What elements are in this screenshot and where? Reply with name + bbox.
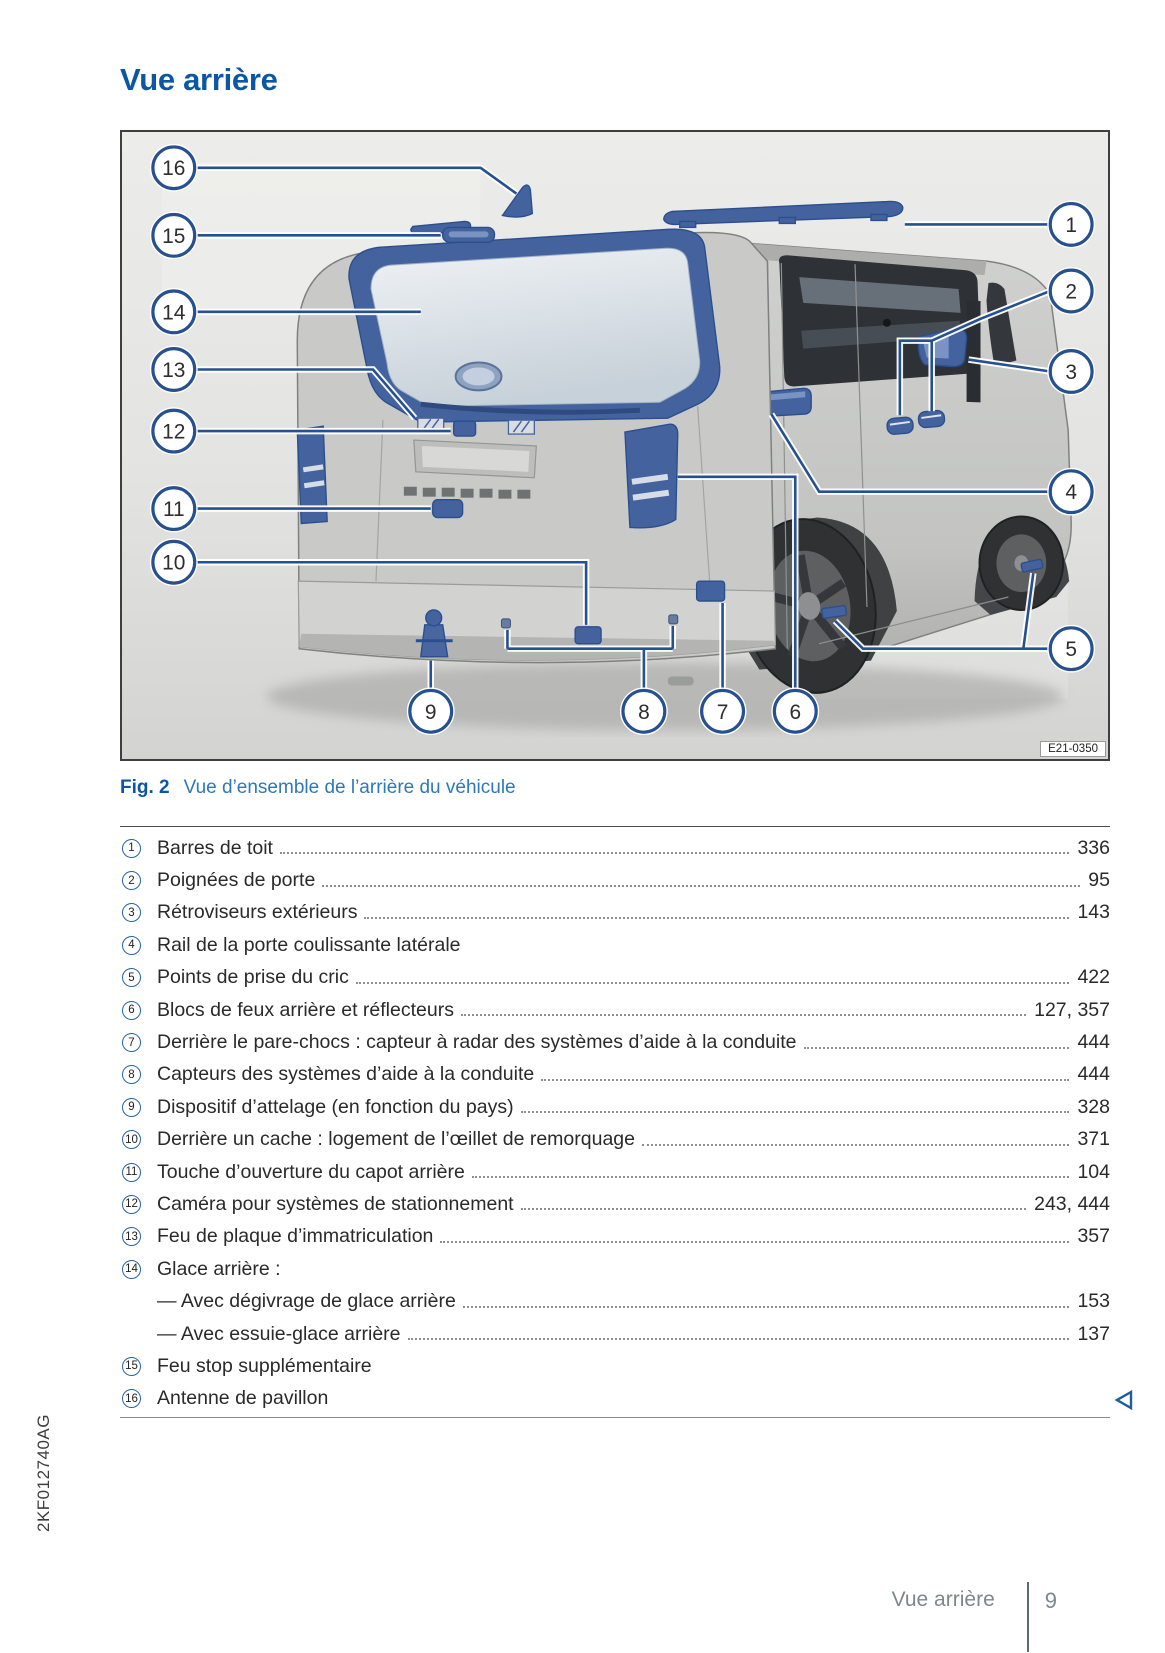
item-number-badge: 8 bbox=[122, 1065, 141, 1084]
item-label: Rail de la porte coulissante latérale bbox=[157, 933, 461, 956]
component-index-list bbox=[120, 826, 1110, 1415]
toc-item bbox=[120, 1091, 1110, 1123]
tail-light-cluster bbox=[625, 424, 678, 528]
park-sensor bbox=[669, 615, 678, 624]
dotted-leader bbox=[804, 1047, 1070, 1049]
figure-caption bbox=[120, 777, 516, 799]
item-page-ref: 336 bbox=[1077, 836, 1110, 859]
svg-text:3: 3 bbox=[1065, 360, 1077, 384]
section-end-triangle-icon bbox=[1112, 1389, 1136, 1416]
callout-5 bbox=[1050, 628, 1092, 670]
tailgate-release-button bbox=[433, 500, 463, 518]
b-pillar bbox=[967, 301, 981, 403]
roof-rail-foot bbox=[680, 221, 696, 227]
item-label: Feu de plaque d’immatriculation bbox=[157, 1225, 434, 1248]
item-label: Blocs de feux arrière et réflecteurs bbox=[157, 998, 454, 1021]
dotted-leader bbox=[461, 1014, 1026, 1016]
item-number-badge: 4 bbox=[122, 936, 141, 955]
window-dot bbox=[883, 319, 891, 327]
item-number-badge: 3 bbox=[122, 903, 141, 922]
item-label: Feu stop supplémentaire bbox=[157, 1354, 372, 1377]
dotted-leader bbox=[379, 1371, 1102, 1372]
item-number-badge: 7 bbox=[122, 1033, 141, 1052]
footer-divider bbox=[1027, 1582, 1029, 1652]
dotted-leader bbox=[280, 852, 1069, 854]
figure-label: Fig. 2 bbox=[120, 777, 170, 798]
svg-text:12: 12 bbox=[162, 420, 186, 444]
item-label: Glace arrière : bbox=[157, 1257, 281, 1280]
item-page-ref: 243, 444 bbox=[1034, 1192, 1110, 1215]
dotted-leader bbox=[356, 982, 1070, 984]
spine-document-code: 2KF012740AG bbox=[34, 1414, 53, 1532]
item-page-ref: 422 bbox=[1077, 966, 1110, 989]
third-brake-light-lens bbox=[449, 231, 489, 237]
toc-item bbox=[120, 1221, 1110, 1253]
dotted-leader bbox=[468, 950, 1102, 951]
footer-page-number: 9 bbox=[1044, 1588, 1057, 1613]
toc-item bbox=[120, 994, 1110, 1026]
svg-text:10: 10 bbox=[162, 551, 186, 575]
item-number-badge: 13 bbox=[122, 1227, 141, 1246]
item-number-badge: 10 bbox=[122, 1130, 141, 1149]
item-label: Capteurs des systèmes d’aide à la conduite bbox=[157, 1063, 535, 1086]
callout-10 bbox=[153, 541, 195, 583]
exhaust-tip bbox=[668, 677, 694, 686]
item-page-ref: 153 bbox=[1077, 1290, 1110, 1313]
callout-2 bbox=[1050, 270, 1092, 312]
toc-subitem bbox=[120, 1318, 1110, 1350]
toc-item bbox=[120, 1124, 1110, 1156]
dotted-leader bbox=[521, 1111, 1070, 1113]
roof-rail-foot bbox=[871, 214, 887, 220]
item-number-badge: 6 bbox=[122, 1001, 141, 1020]
item-label: — Avec essuie-glace arrière bbox=[157, 1322, 401, 1345]
vehicle-rear-view-figure bbox=[120, 130, 1110, 761]
callout-7 bbox=[702, 690, 744, 732]
dotted-leader bbox=[364, 917, 1069, 919]
item-page-ref: 357 bbox=[1077, 1225, 1110, 1248]
brand-badge-inner bbox=[463, 367, 495, 385]
item-number-badge: 12 bbox=[122, 1195, 141, 1214]
dotted-leader bbox=[472, 1176, 1070, 1178]
svg-text:9: 9 bbox=[424, 700, 437, 724]
dotted-leader bbox=[541, 1079, 1069, 1081]
toc-item bbox=[120, 1383, 1110, 1415]
page-footer bbox=[892, 1582, 1057, 1652]
item-label: Rétroviseurs extérieurs bbox=[157, 901, 358, 924]
item-page-ref: 137 bbox=[1077, 1322, 1110, 1345]
svg-text:16: 16 bbox=[162, 157, 186, 181]
callout-1 bbox=[1050, 204, 1092, 246]
rear-camera bbox=[454, 421, 476, 436]
item-label: Points de prise du cric bbox=[157, 966, 349, 989]
image-reference-code: E21-0350 bbox=[1040, 741, 1106, 757]
item-label: Touche d’ouverture du capot arrière bbox=[157, 1160, 465, 1183]
item-label: Derrière un cache : logement de l’œillet de remorquage bbox=[157, 1128, 635, 1151]
toc-item bbox=[120, 864, 1110, 896]
dotted-leader bbox=[288, 1274, 1102, 1275]
toc-item bbox=[120, 832, 1110, 864]
item-page-ref: 444 bbox=[1077, 1063, 1110, 1086]
radar-sensor bbox=[697, 581, 725, 601]
towing-eye-cover bbox=[575, 627, 601, 644]
item-number-badge: 1 bbox=[122, 839, 141, 858]
svg-text:6: 6 bbox=[789, 700, 802, 724]
svg-text:7: 7 bbox=[716, 700, 729, 724]
dotted-leader bbox=[463, 1306, 1070, 1308]
item-page-ref: 127, 357 bbox=[1034, 998, 1110, 1021]
list-bottom-rule bbox=[120, 1417, 1110, 1418]
dotted-leader bbox=[440, 1241, 1069, 1243]
callout-9 bbox=[410, 690, 452, 732]
item-number-badge: 15 bbox=[122, 1357, 141, 1376]
figure-caption-text: Vue d’ensemble de l’arrière du véhicule bbox=[183, 777, 516, 798]
item-label: Dispositif d’attelage (en fonction du pays) bbox=[157, 1095, 514, 1118]
item-page-ref: 328 bbox=[1077, 1095, 1110, 1118]
item-page-ref: 104 bbox=[1077, 1160, 1110, 1183]
item-label: Barres de toit bbox=[157, 836, 273, 859]
toc-item bbox=[120, 1059, 1110, 1091]
page-title: Vue arrière bbox=[120, 62, 278, 97]
toc-item bbox=[120, 1253, 1110, 1285]
callout-3 bbox=[1050, 351, 1092, 393]
item-number-badge: 14 bbox=[122, 1260, 141, 1279]
svg-text:8: 8 bbox=[638, 700, 650, 724]
callout-12 bbox=[153, 410, 195, 452]
footer-section-title: Vue arrière bbox=[891, 1588, 995, 1611]
svg-text:4: 4 bbox=[1065, 481, 1077, 505]
toc-item bbox=[120, 1188, 1110, 1220]
dotted-leader bbox=[521, 1208, 1027, 1210]
callout-15 bbox=[153, 214, 195, 256]
svg-text:1: 1 bbox=[1065, 213, 1077, 237]
dotted-leader bbox=[642, 1144, 1069, 1146]
vehicle-illustration bbox=[122, 132, 1108, 759]
item-label: Caméra pour systèmes de stationnement bbox=[157, 1192, 514, 1215]
callout-13 bbox=[153, 349, 195, 391]
item-page-ref: 444 bbox=[1077, 1031, 1110, 1054]
toc-item bbox=[120, 1350, 1110, 1382]
toc-item bbox=[120, 897, 1110, 929]
item-number-badge: 5 bbox=[122, 968, 141, 987]
park-sensor bbox=[501, 619, 510, 628]
item-label: Antenne de pavillon bbox=[157, 1387, 329, 1410]
toc-item bbox=[120, 1026, 1110, 1058]
dotted-leader bbox=[408, 1338, 1070, 1340]
toc-subitem bbox=[120, 1285, 1110, 1317]
rear-window-glass bbox=[371, 248, 700, 406]
callout-14 bbox=[153, 291, 195, 333]
callout-11 bbox=[153, 488, 195, 530]
roof-rail-foot bbox=[779, 217, 795, 223]
item-page-ref: 143 bbox=[1077, 901, 1110, 924]
toc-item bbox=[120, 1156, 1110, 1188]
item-number-badge: 11 bbox=[122, 1163, 141, 1182]
item-label: Poignées de porte bbox=[157, 869, 316, 892]
item-label: Derrière le pare-chocs : capteur à radar des systèmes d’aide à la conduite bbox=[157, 1031, 797, 1054]
item-number-badge: 16 bbox=[122, 1389, 141, 1408]
svg-text:11: 11 bbox=[162, 498, 185, 522]
item-number-badge: 9 bbox=[122, 1098, 141, 1117]
callout-16 bbox=[153, 147, 195, 189]
dotted-leader bbox=[322, 885, 1080, 887]
toc-item bbox=[120, 929, 1110, 961]
callout-6 bbox=[774, 690, 816, 732]
svg-text:14: 14 bbox=[162, 301, 186, 325]
item-page-ref: 95 bbox=[1088, 869, 1110, 892]
callout-4 bbox=[1050, 471, 1092, 513]
item-page-ref: 371 bbox=[1077, 1128, 1110, 1151]
callout-8 bbox=[623, 690, 665, 732]
toc-item bbox=[120, 962, 1110, 994]
svg-text:13: 13 bbox=[162, 358, 186, 382]
svg-text:15: 15 bbox=[162, 224, 186, 248]
svg-text:2: 2 bbox=[1065, 280, 1077, 304]
svg-text:5: 5 bbox=[1065, 638, 1077, 662]
dotted-leader bbox=[335, 1403, 1102, 1404]
item-label: — Avec dégivrage de glace arrière bbox=[157, 1290, 456, 1313]
item-number-badge: 2 bbox=[122, 871, 141, 890]
